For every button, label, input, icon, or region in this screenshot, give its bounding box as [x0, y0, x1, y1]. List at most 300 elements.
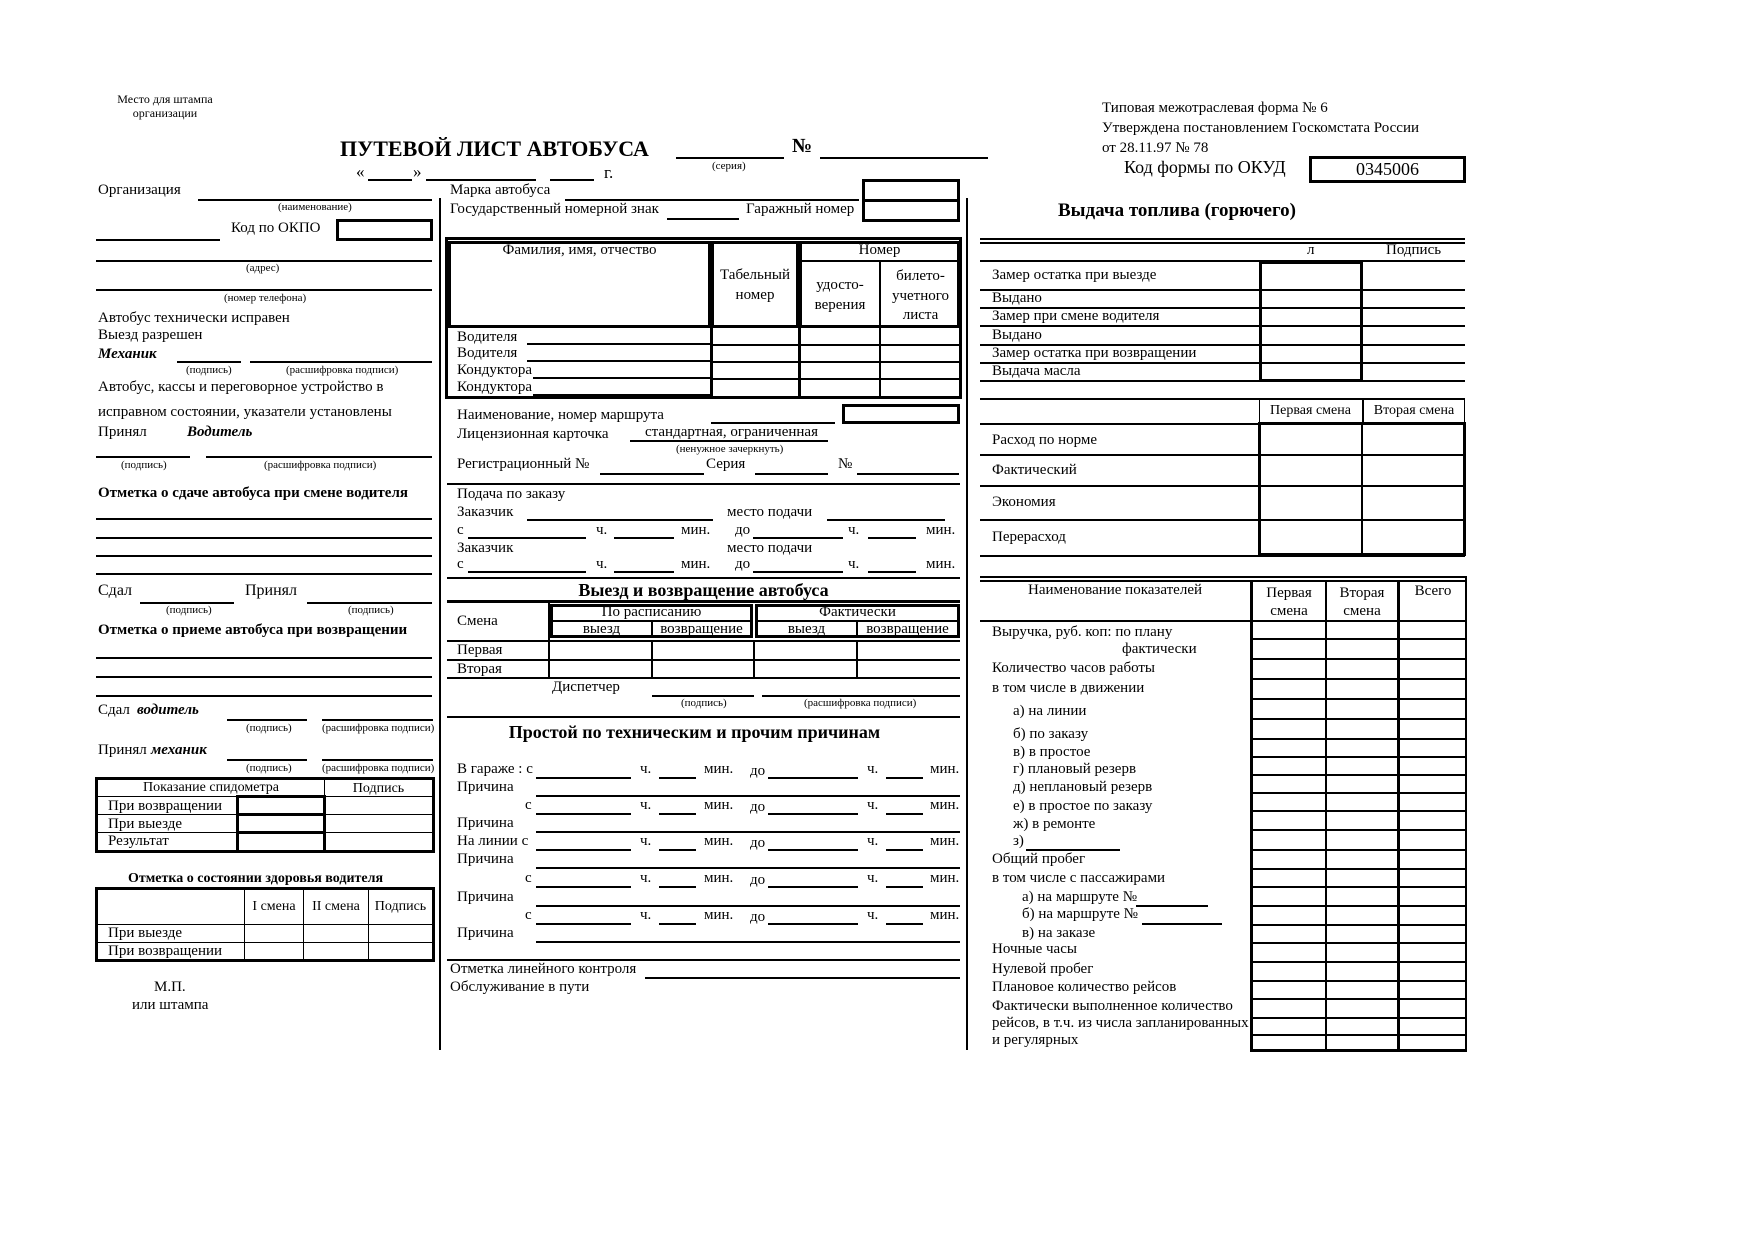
ind-row-22: рейсов, в т.ч. из числа запланированных	[992, 1015, 1249, 1031]
health-col-2: II смена	[304, 889, 369, 925]
column-divider-left	[439, 198, 441, 1050]
series-hint: (серия)	[712, 160, 746, 172]
ind-bottom	[1250, 1049, 1467, 1052]
fuel-table-top-1	[980, 238, 1465, 240]
health-exit-sign[interactable]	[369, 925, 434, 943]
health-corner	[97, 889, 245, 925]
ind-grid-row-line	[1252, 1034, 1465, 1036]
ind-row-19: Нулевой пробег	[992, 961, 1094, 977]
ind-grid-row-line	[1252, 738, 1465, 740]
speedo-row-return: При возвращении	[97, 797, 238, 815]
ind-grid-row-line	[1252, 756, 1465, 758]
year-suffix: г.	[604, 163, 614, 182]
dt-from-2[interactable]	[536, 813, 631, 815]
supply-place-line-1[interactable]	[827, 519, 945, 521]
handover-line-1[interactable]	[96, 518, 432, 520]
dt-h2-line-4[interactable]	[886, 886, 923, 888]
fuel-row-3: Замер при смене водителя	[992, 308, 1160, 324]
actual-return-header: возвращение	[866, 621, 949, 637]
dt-h2-2: ч.	[867, 797, 879, 813]
ind-row-6: б) по заказу	[1013, 726, 1089, 742]
route-code-field[interactable]	[842, 404, 960, 424]
mechanic-label: Механик	[98, 346, 157, 362]
ind-row-7: в) в простое	[1013, 744, 1091, 760]
indicators-top-1	[980, 576, 1467, 578]
ind-row-15: а) на маршруте №	[1022, 889, 1138, 905]
return-line-1[interactable]	[96, 657, 432, 659]
took-mech-sign-hint: (подпись)	[246, 762, 292, 774]
dt-min-3: мин.	[704, 833, 734, 849]
dt-from-1[interactable]	[536, 777, 631, 779]
dt-h2-4: ч.	[867, 870, 879, 886]
gave-driver-sign-line[interactable]	[227, 719, 307, 721]
dt-min2-3: мин.	[930, 833, 960, 849]
date-month-line[interactable]	[426, 179, 536, 181]
gave-driver-label: водитель	[137, 702, 199, 718]
bus-brand-label: Марка автобуса	[450, 182, 551, 198]
ind-row-14: в том числе с пассажирами	[992, 870, 1166, 886]
ind-grid-row-line	[1252, 886, 1465, 888]
dt-to-line-2[interactable]	[768, 813, 858, 815]
speedo-result-sign[interactable]	[325, 833, 434, 852]
ind-row-9: д) неплановый резерв	[1013, 779, 1153, 795]
consumption-bottom	[980, 555, 1465, 557]
ind-right-border	[1465, 576, 1467, 1050]
from-label-r5: с	[525, 907, 532, 923]
exit-return-title: Выезд и возвращение автобуса	[578, 580, 829, 600]
ind-first-shift-header: Первая смена	[1266, 585, 1312, 619]
bus-state-1: Автобус, кассы и переговорное устройство в	[98, 379, 384, 395]
ind-grid-row-line	[1252, 942, 1465, 944]
crew-name-line-1[interactable]	[527, 343, 710, 345]
ind-grid-row-line	[1252, 774, 1465, 776]
driver-sign-hint: (подпись)	[121, 459, 167, 471]
reason-line-1[interactable]	[536, 795, 960, 797]
exit-table-top	[447, 600, 960, 603]
dt-to-1: до	[750, 763, 766, 779]
dt-h-line-1[interactable]	[659, 777, 696, 779]
garage-no-field[interactable]	[862, 199, 960, 222]
dt-min2-5: мин.	[930, 907, 960, 923]
dispatcher-divider	[447, 716, 960, 718]
consumption-div-1	[980, 454, 1465, 456]
reason-label-1: Причина	[457, 779, 514, 795]
dt-h2-3: ч.	[867, 833, 879, 849]
dt-min2-1: мин.	[930, 761, 960, 777]
sched-return-header: возвращение	[660, 621, 743, 637]
supply-place-label-2: место подачи	[727, 540, 813, 556]
customer-label-1: Заказчик	[457, 504, 514, 520]
mechanic-sign-line[interactable]	[177, 361, 241, 363]
dt-h-2: ч.	[640, 797, 652, 813]
speedo-row-result: Результат	[97, 833, 238, 852]
exit-allowed-text: Выезд разрешен	[98, 327, 203, 343]
health-row-exit: При выезде	[97, 925, 245, 943]
consumption-header-bottom	[980, 423, 1260, 425]
fuel-sign-header: Подпись	[1386, 242, 1442, 258]
okud-label: Код формы по ОКУД	[1124, 157, 1286, 177]
ind-grid-row-line	[1252, 718, 1465, 720]
handover-line-2[interactable]	[96, 537, 432, 539]
license-divider	[447, 483, 960, 485]
okpo-field[interactable]	[336, 219, 433, 241]
reg-plate-line[interactable]	[667, 218, 739, 220]
ind-second-shift-header: Вторая смена	[1339, 585, 1385, 619]
speedo-result-value[interactable]	[238, 833, 325, 852]
speedo-exit-sign[interactable]	[325, 815, 434, 833]
ind-row-8: г) плановый резерв	[1013, 761, 1137, 777]
h-label-3: ч.	[596, 556, 608, 572]
reason-label-4: Причина	[457, 889, 514, 905]
dt-to-5: до	[750, 909, 766, 925]
dt-to-line-1[interactable]	[768, 777, 858, 779]
dt-to-line-5[interactable]	[768, 923, 858, 925]
ind-row-10: е) в простое по заказу	[1013, 798, 1153, 814]
from-label-r2: с	[525, 797, 532, 813]
health-table	[95, 887, 435, 962]
fio-header: Фамилия, имя, отчество	[502, 242, 657, 258]
h-line-1[interactable]	[614, 537, 674, 539]
ind-row-1: Выручка, руб. коп: по плану	[992, 624, 1173, 640]
dt-h-3: ч.	[640, 833, 652, 849]
reg-no-line[interactable]	[600, 473, 704, 475]
h-label-2: ч.	[848, 522, 860, 538]
dt-h2-5: ч.	[867, 907, 879, 923]
column-divider-right	[966, 198, 968, 1050]
took-mech-label: механик	[151, 742, 207, 758]
dt-min-1: мин.	[704, 761, 734, 777]
org-extra-line[interactable]	[96, 239, 220, 241]
customer-line-1[interactable]	[527, 519, 713, 521]
health-return-2[interactable]	[304, 942, 369, 961]
stamp-place-line2: организации	[132, 106, 198, 121]
exit-table-bottom	[447, 677, 960, 679]
consumption-row-1: Расход по норме	[992, 432, 1098, 448]
cert-header: удосто-верения	[814, 277, 866, 313]
form-info-3: от 28.11.97 № 78	[1102, 140, 1209, 156]
speedo-exit-value[interactable]	[238, 815, 325, 833]
dt-h2-line-5[interactable]	[886, 923, 923, 925]
customer-label-2: Заказчик	[457, 540, 514, 556]
crew-row-div-2	[711, 361, 961, 363]
health-return-1[interactable]	[245, 942, 304, 961]
h-label-4: ч.	[848, 556, 860, 572]
dt-h-line-3[interactable]	[659, 849, 696, 851]
no-label: №	[838, 456, 853, 472]
dt-h-5: ч.	[640, 907, 652, 923]
ind-row-18: Ночные часы	[992, 941, 1077, 957]
dt-h-4: ч.	[640, 870, 652, 886]
order-supply-label: Подача по заказу	[457, 486, 566, 502]
dt-h-line-4[interactable]	[659, 886, 696, 888]
license-type[interactable]: стандартная, ограниченная	[645, 424, 818, 440]
consumption-row-2: Фактический	[992, 462, 1077, 478]
reason-line-2[interactable]	[536, 831, 960, 833]
health-exit-1[interactable]	[245, 925, 304, 943]
liters-column[interactable]	[1259, 261, 1363, 382]
ind-row-5: а) на линии	[1013, 703, 1087, 719]
crew-col-div-2	[798, 328, 801, 398]
liters-header: л	[1307, 242, 1315, 258]
form-info-2: Утверждена постановлением Госкомстата России	[1102, 120, 1420, 136]
ind-header-bottom	[980, 620, 1467, 622]
driver-decode-hint: (расшифровка подписи)	[264, 459, 377, 471]
speedometer-table	[95, 777, 435, 853]
reason-line-3[interactable]	[536, 867, 960, 869]
crew-name-line-2[interactable]	[527, 360, 710, 362]
to-line-2[interactable]	[753, 571, 843, 573]
return-line-3[interactable]	[96, 695, 432, 697]
series-label: Серия	[706, 456, 746, 472]
mechanic-sign-hint: (подпись)	[186, 364, 232, 376]
handover-line-3[interactable]	[96, 555, 432, 557]
dt-min-2: мин.	[704, 797, 734, 813]
crew-name-line-4[interactable]	[533, 394, 710, 396]
ind-row-17: в) на заказе	[1022, 925, 1096, 941]
consumption-div-3	[980, 519, 1465, 521]
reason-line-4[interactable]	[536, 905, 960, 907]
ind-grid-row-line	[1252, 792, 1465, 794]
ind-grid-row-line	[1252, 658, 1465, 660]
speedo-return-sign[interactable]	[325, 797, 434, 815]
ind-row-16: б) на маршруте №	[1022, 906, 1138, 922]
ind-route-a-line[interactable]	[1136, 905, 1208, 907]
ind-grid-row-line	[1252, 868, 1465, 870]
took-mech-sign-line[interactable]	[227, 759, 307, 761]
return-line-2[interactable]	[96, 676, 432, 678]
bus-state-2: исправном состоянии, указатели установлены	[98, 404, 392, 420]
form-info-1: Типовая межотраслевая форма № 6	[1102, 100, 1328, 116]
shift-row-2: Вторая	[457, 661, 502, 677]
speedo-sign-header: Подпись	[325, 779, 434, 797]
handover-title: Отметка о сдаче автобуса при смене водителя	[98, 485, 408, 501]
no-field-line[interactable]	[857, 473, 959, 475]
h-line-4[interactable]	[868, 571, 916, 573]
dt-from-5[interactable]	[536, 923, 631, 925]
dt-to-2: до	[750, 799, 766, 815]
crew-row-2: Водителя	[457, 345, 518, 361]
from-label-1: с	[457, 522, 464, 538]
from-line-1[interactable]	[468, 537, 586, 539]
garage-no-label: Гаражный номер	[746, 201, 855, 217]
dt-to-line-4[interactable]	[768, 886, 858, 888]
ind-grid-row-line	[1252, 905, 1465, 907]
number-header: Номер	[858, 242, 901, 258]
gave-driver-decode-hint: (расшифровка подписи)	[322, 722, 435, 734]
driver-decode-line[interactable]	[206, 456, 432, 458]
on-line-label: На линии с	[457, 833, 529, 849]
dt-min-4: мин.	[704, 870, 734, 886]
from-label-r4: с	[525, 870, 532, 886]
date-day-line[interactable]	[368, 179, 412, 181]
crew-name-line-3[interactable]	[533, 377, 710, 379]
crew-row-1: Водителя	[457, 329, 518, 345]
okpo-label: Код по ОКПО	[231, 220, 321, 236]
health-return-sign[interactable]	[369, 942, 434, 961]
ind-grid-row-line	[1252, 678, 1465, 680]
fuel-row-div-1	[980, 289, 1465, 291]
downtime-title: Простой по техническим и прочим причинам	[508, 722, 881, 742]
ind-row-4: в том числе в движении	[992, 680, 1145, 696]
exit-table-header-bottom	[447, 640, 960, 642]
handover-line-4[interactable]	[96, 573, 432, 575]
health-row-return: При возвращении	[97, 942, 245, 961]
tech-ok-text: Автобус технически исправен	[98, 310, 290, 326]
page-title: ПУТЕВОЙ ЛИСТ АВТОБУСА	[340, 136, 649, 161]
health-exit-2[interactable]	[304, 925, 369, 943]
ind-row-23: и регулярных	[992, 1032, 1079, 1048]
address-hint: (адрес)	[246, 262, 280, 274]
health-col-sign: Подпись	[369, 889, 434, 925]
health-title: Отметка о состоянии здоровья водителя	[128, 871, 384, 886]
reg-plate-label: Государственный номерной знак	[450, 201, 659, 217]
actual-header: Фактически	[819, 604, 896, 620]
exit-cell-div-1	[651, 640, 653, 678]
series-field-line[interactable]	[755, 473, 828, 475]
dispatcher-sign-hint: (подпись)	[681, 697, 727, 709]
route-name-label: Наименование, номер маршрута	[457, 407, 664, 423]
ind-grid-row-line	[1252, 829, 1465, 831]
dt-min-5: мин.	[704, 907, 734, 923]
dt-h-line-2[interactable]	[659, 813, 696, 815]
fuel-title: Выдача топлива (горючего)	[1058, 200, 1296, 221]
ind-grid-row-line	[1252, 924, 1465, 926]
to-label-1: до	[735, 522, 751, 538]
dt-h2-line-2[interactable]	[886, 813, 923, 815]
ind-total-header: Всего	[1414, 583, 1452, 599]
ind-row-2: фактически	[1122, 641, 1197, 657]
ind-grid-row-line	[1252, 980, 1465, 982]
supply-place-label-1: место подачи	[727, 504, 813, 520]
dt-h-1: ч.	[640, 761, 652, 777]
dt-from-3[interactable]	[536, 849, 631, 851]
mp-label-2: или штампа	[132, 997, 209, 1013]
h-line-3[interactable]	[614, 571, 674, 573]
ind-row-13: Общий пробег	[992, 851, 1086, 867]
ind-row-20: Плановое количество рейсов	[992, 979, 1177, 995]
gave-driver-prefix: Сдал	[98, 702, 130, 718]
reason-label-2: Причина	[457, 815, 514, 831]
dispatcher-label: Диспетчер	[552, 679, 620, 695]
okud-code: 0345006	[1309, 156, 1466, 183]
consumption-row-4: Перерасход	[992, 529, 1066, 545]
ind-grid-row-line	[1252, 638, 1465, 640]
ind-row-12: з)	[1013, 833, 1024, 849]
min-label-1: мин.	[681, 522, 711, 538]
tab-no-header: Табельный номер	[720, 267, 790, 303]
crew-row-3: Кондуктора	[457, 362, 533, 378]
to-line-1[interactable]	[753, 537, 843, 539]
dt-to-3: до	[750, 835, 766, 851]
to-label-2: до	[735, 556, 751, 572]
stamp-place-line1: Место для штампа	[117, 92, 213, 106]
fuel-row-div-3	[980, 325, 1465, 327]
mp-label: М.П.	[154, 979, 186, 995]
from-label-2: с	[457, 556, 464, 572]
driver-sign-line[interactable]	[96, 456, 190, 458]
number-line[interactable]	[820, 157, 988, 159]
h-line-2[interactable]	[868, 537, 916, 539]
crew-row-div-1	[711, 344, 961, 346]
dt-from-4[interactable]	[536, 886, 631, 888]
consumption-col-div	[1361, 423, 1363, 555]
fuel-row-div-6	[980, 380, 1465, 382]
line-control-line[interactable]	[645, 977, 960, 979]
sched-exit-header: выезд	[582, 621, 621, 637]
crew-row-4: Кондуктора	[457, 379, 533, 395]
number-sign: №	[792, 135, 813, 157]
dispatcher-decode-hint: (расшифровка подписи)	[804, 697, 917, 709]
org-label: Организация	[98, 182, 181, 198]
speedo-return-value[interactable]	[238, 797, 325, 815]
fuel-row-1: Замер остатка при выезде	[992, 267, 1157, 283]
crew-row-div-3	[711, 378, 961, 380]
name-hint: (наименование)	[278, 201, 352, 213]
ind-grid-row-line	[1252, 961, 1465, 963]
ind-grid-row-line	[1252, 998, 1465, 1000]
fuel-header-bottom	[980, 260, 1465, 262]
speedo-row-exit: При выезде	[97, 815, 238, 833]
speedo-header: Показание спидометра	[97, 779, 325, 797]
dt-h2-line-1[interactable]	[886, 777, 923, 779]
health-col-1: I смена	[245, 889, 304, 925]
indicators-header: Наименование показателей	[1027, 582, 1203, 598]
actual-exit-header: выезд	[787, 621, 826, 637]
crew-col-div-1	[710, 328, 713, 398]
phone-line[interactable]	[96, 289, 432, 291]
ind-row-3: Количество часов работы	[992, 660, 1156, 676]
dt-h-line-5[interactable]	[659, 923, 696, 925]
series-line[interactable]	[676, 157, 784, 159]
date-year-line[interactable]	[550, 179, 594, 181]
min-label-2: мин.	[926, 522, 956, 538]
ind-grid-row-line	[1252, 810, 1465, 812]
dt-to-line-3[interactable]	[768, 849, 858, 851]
date-close: »	[413, 162, 422, 181]
from-line-2[interactable]	[468, 571, 586, 573]
mechanic-decode-line[interactable]	[250, 361, 432, 363]
ticket-header: билето-учетного листа	[891, 268, 950, 323]
reason-label-3: Причина	[457, 851, 514, 867]
took-mech-decode-line[interactable]	[322, 759, 433, 761]
mechanic-decode-hint: (расшифровка подписи)	[286, 364, 399, 376]
dt-min2-2: мин.	[930, 797, 960, 813]
ind-grid-row-line	[1252, 698, 1465, 700]
dt-h2-line-3[interactable]	[886, 849, 923, 851]
accepted-label: Принял	[98, 424, 147, 440]
fuel-row-2: Выдано	[992, 290, 1042, 306]
exit-table-row-div	[447, 659, 960, 661]
stamp-place	[110, 92, 220, 121]
took-mech-decode-hint: (расшифровка подписи)	[322, 762, 435, 774]
gave-driver-decode-line[interactable]	[322, 719, 433, 721]
gave-driver-sign-hint: (подпись)	[246, 722, 292, 734]
shift-row-1: Первая	[457, 642, 503, 658]
ind-route-b-line[interactable]	[1142, 923, 1222, 925]
ind-row-11: ж) в ремонте	[1013, 816, 1096, 832]
dt-min2-4: мин.	[930, 870, 960, 886]
exit-cell-div-3	[856, 640, 858, 678]
reason-line-5[interactable]	[536, 941, 960, 943]
license-card-label: Лицензионная карточка	[457, 426, 609, 442]
dt-h2-1: ч.	[867, 761, 879, 777]
took-sign-hint: (подпись)	[348, 604, 394, 616]
strike-hint: (ненужное зачеркнуть)	[676, 443, 784, 455]
order-divider	[447, 577, 960, 579]
dt-to-4: до	[750, 872, 766, 888]
fuel-row-5: Замер остатка при возвращении	[992, 345, 1197, 361]
ind-row-21: Фактически выполненное количество	[992, 998, 1233, 1014]
